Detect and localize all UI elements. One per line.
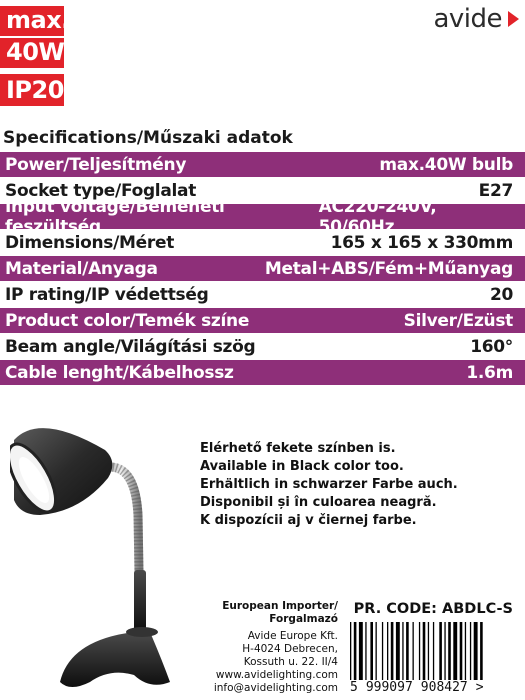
importer-street: Kossuth u. 22. II/4 (243, 656, 338, 668)
product-code: PR. CODE: ABDLC-S (353, 601, 513, 617)
desk-lamp-image (10, 420, 180, 700)
spec-value: AC220-240V, 50/60Hz (318, 196, 437, 237)
spec-row (0, 360, 525, 385)
spec-row (0, 282, 525, 307)
importer-label-hu: Forgalmazó (269, 613, 338, 625)
importer-email: info@avidelighting.com (213, 682, 338, 694)
spec-value: 20 (489, 284, 513, 305)
spec-value: Silver/Ezüst (403, 310, 513, 331)
spec-row (0, 308, 525, 333)
importer-city: H-4024 Debrecen, (242, 643, 338, 655)
spec-label: Power/Teljesítmény (5, 154, 187, 175)
max-badge: max. (0, 6, 64, 36)
barcode-group-left: 999097 (365, 680, 413, 695)
availability-line: K dispozícii aj v čiernej farbe. (200, 513, 417, 528)
brand-logo (433, 4, 519, 34)
spec-table (0, 152, 525, 386)
importer-company: Avide Europe Kft. (247, 630, 338, 642)
wattage-badge: 40W (0, 38, 64, 68)
barcode-first-digit: 5 (350, 680, 358, 695)
spec-value: E27 (478, 180, 513, 201)
spec-value: 165 x 165 x 330mm (330, 232, 513, 253)
spec-row (0, 152, 525, 177)
barcode-image (348, 622, 524, 682)
spec-value: max.40W bulb (379, 154, 513, 175)
spec-label: IP rating/IP védettség (5, 284, 209, 305)
spec-row (0, 334, 525, 359)
availability-line: Disponibil și în culoarea neagră. (200, 495, 437, 510)
spec-title: Specifications/Műszaki adatok (3, 128, 293, 148)
spec-label: Beam angle/Világítási szög (5, 336, 256, 357)
spec-label: Input voltage/Bemeneti feszültség (5, 196, 225, 237)
barcode-end-mark: > (475, 680, 484, 695)
availability-line: Available in Black color too. (200, 459, 404, 474)
spec-value: 1.6m (466, 362, 513, 383)
logo-text: avide (433, 4, 502, 34)
spec-label: Dimensions/Méret (5, 232, 175, 253)
spec-row (0, 256, 525, 281)
spec-label: Cable lenght/Kábelhossz (5, 362, 234, 383)
availability-line: Erhältlich in schwarzer Farbe auch. (200, 477, 458, 492)
availability-note (200, 440, 458, 530)
ip-badge: IP20 (0, 74, 64, 106)
spec-label: Material/Anyaga (5, 258, 158, 279)
availability-line: Elérhető fekete színben is. (200, 441, 396, 456)
spec-label: Product color/Temék színe (5, 310, 250, 331)
barcode-digits (350, 680, 524, 695)
spec-value: 160° (470, 336, 513, 357)
logo-arrow-icon (508, 11, 519, 27)
importer-web: www.avidelighting.com (215, 669, 338, 681)
spec-value: Metal+ABS/Fém+Műanyag (264, 258, 513, 279)
importer-info (198, 600, 338, 695)
spec-label: Socket type/Foglalat (5, 180, 197, 201)
barcode-group-right: 908427 (420, 680, 468, 695)
importer-label: European Importer/ (222, 600, 338, 612)
spec-row (0, 196, 525, 237)
